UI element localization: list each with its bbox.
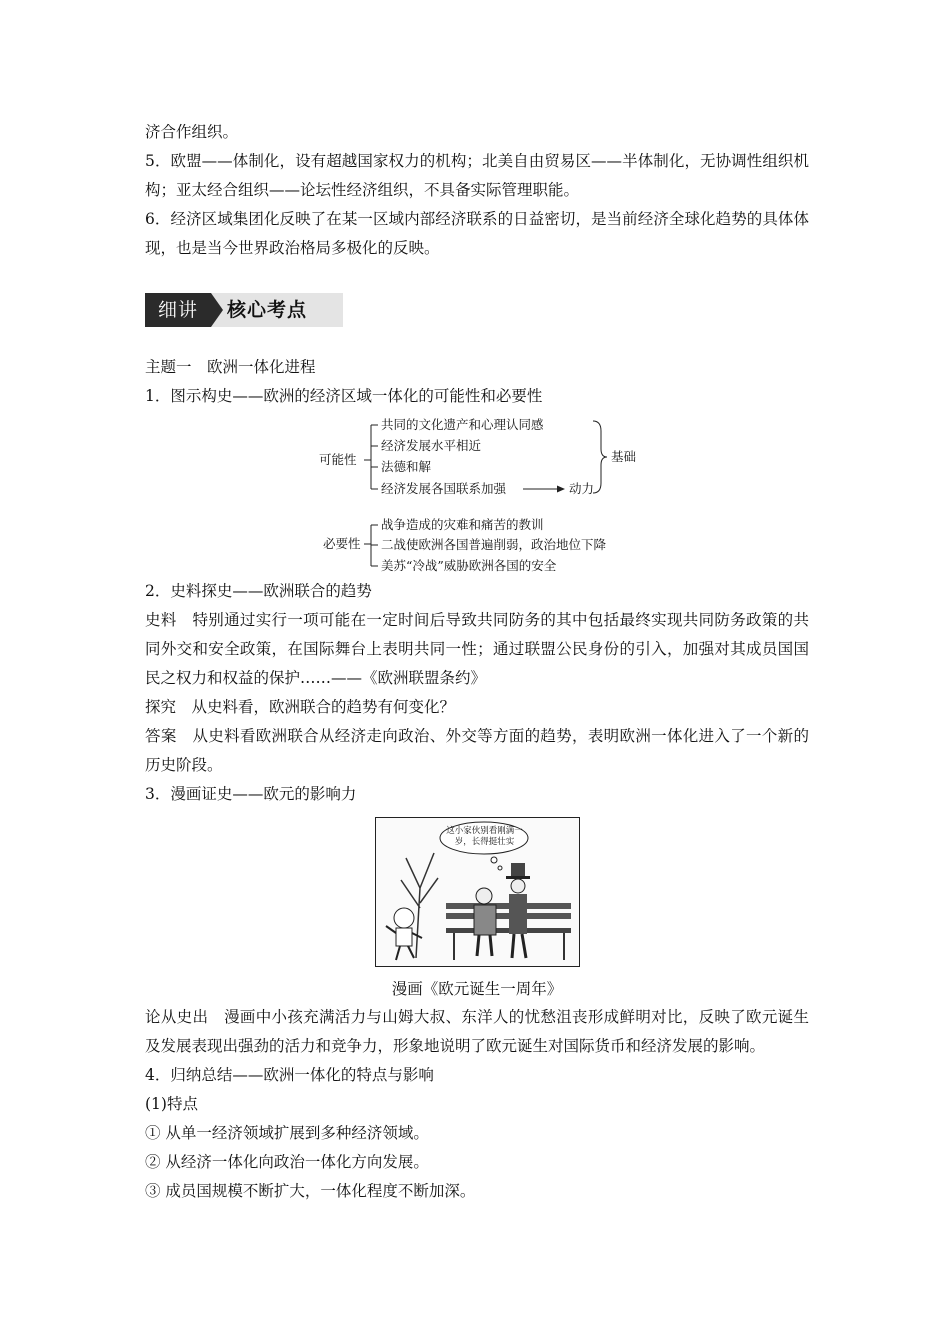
page-content [145,118,809,1206]
possibility-item: 经济发展各国联系加强 [381,481,507,496]
section-4-title: 4．归纳总结——欧洲一体化的特点与影响 [145,1066,434,1084]
banner-right-label: 核心考点 [227,299,308,321]
possibility-item: 共同的文化遗产和心理认同感 [381,417,544,432]
section-3-comment: 论从史出 漫画中小孩充满活力与山姆大叔、东洋人的忧愁沮丧形成鲜明对比，反映了欧元诞生及发展表现出强劲的活力和竞争力，形象地说明了欧元诞生对国际货币和经济发展的影响。 [145,1008,809,1055]
necessity-item: 战争造成的灾难和痛苦的教训 [381,517,544,532]
necessity-item: 美苏“冷战”威胁欧洲各国的安全 [381,558,557,573]
possibility-item: 经济发展水平相近 [381,438,482,453]
intro-item-6: 6．经济区域集团化反映了在某一区域内部经济联系的日益密切，是当前经济全球化趋势的具体体现，也是当今世界政治格局多极化的反映。 [145,210,809,257]
necessity-label: 必要性 [323,536,361,551]
motive-label: 动力 [569,481,595,496]
section-1-title: 1．图示构史——欧洲的经济区域一体化的可能性和必要性 [145,387,543,405]
feature-point: ① 从单一经济领域扩展到多种经济领域。 [145,1124,429,1142]
possibility-item: 法德和解 [381,459,432,474]
possibility-label: 可能性 [319,452,357,467]
banner-left-label: 细讲 [145,293,211,327]
feature-point: ② 从经济一体化向政治一体化方向发展。 [145,1153,429,1171]
section-3-title: 3．漫画证史——欧元的影响力 [145,785,357,803]
section-2-source: 史料 特别通过实行一项可能在一定时间后导致共同防务的其中包括最终实现共同防务政策的共同外交和安全政策，在国际舞台上表明共同一性；通过联盟公民身份的引入，加强对其成员国国民之权力和权益的保护……——《欧洲联盟条约》 [145,611,809,687]
banner-arrow-icon [211,293,223,327]
section-2-answer: 答案 从史料看欧洲联合从经济走向政治、外交等方面的趋势，表明欧洲一体化进入了一个新的历史阶段。 [145,727,809,774]
intro-item-5: 5．欧盟——体制化，设有超越国家权力的机构；北美自由贸易区——半体制化，无协调性组织机构；亚太经合组织——论坛性经济组织，不具备实际管理职能。 [145,152,809,199]
topic-title: 主题一 欧洲一体化进程 [145,358,316,376]
section-2-title: 2．史料探史——欧洲联合的趋势 [145,582,372,600]
basis-label: 基础 [611,449,637,464]
section-2-question: 探究 从史料看，欧洲联合的趋势有何变化？ [145,698,456,716]
feature-point: ③ 成员国规模不断扩大，一体化程度不断加深。 [145,1182,476,1200]
possibility-necessity-diagram [145,415,809,575]
cartoon-speech-bubble: 这小家伙别看刚满一岁，长得挺壮实 [446,826,523,847]
euro-cartoon-image [375,817,580,967]
necessity-item: 二战使欧洲各国普遍削弱，政治地位下降 [381,537,607,552]
intro-continued: 济合作组织。 [145,123,239,141]
section-banner [145,293,343,327]
section-4-subtitle: (1)特点 [145,1095,198,1113]
cartoon-caption: 漫画《欧元诞生一周年》 [391,980,563,998]
